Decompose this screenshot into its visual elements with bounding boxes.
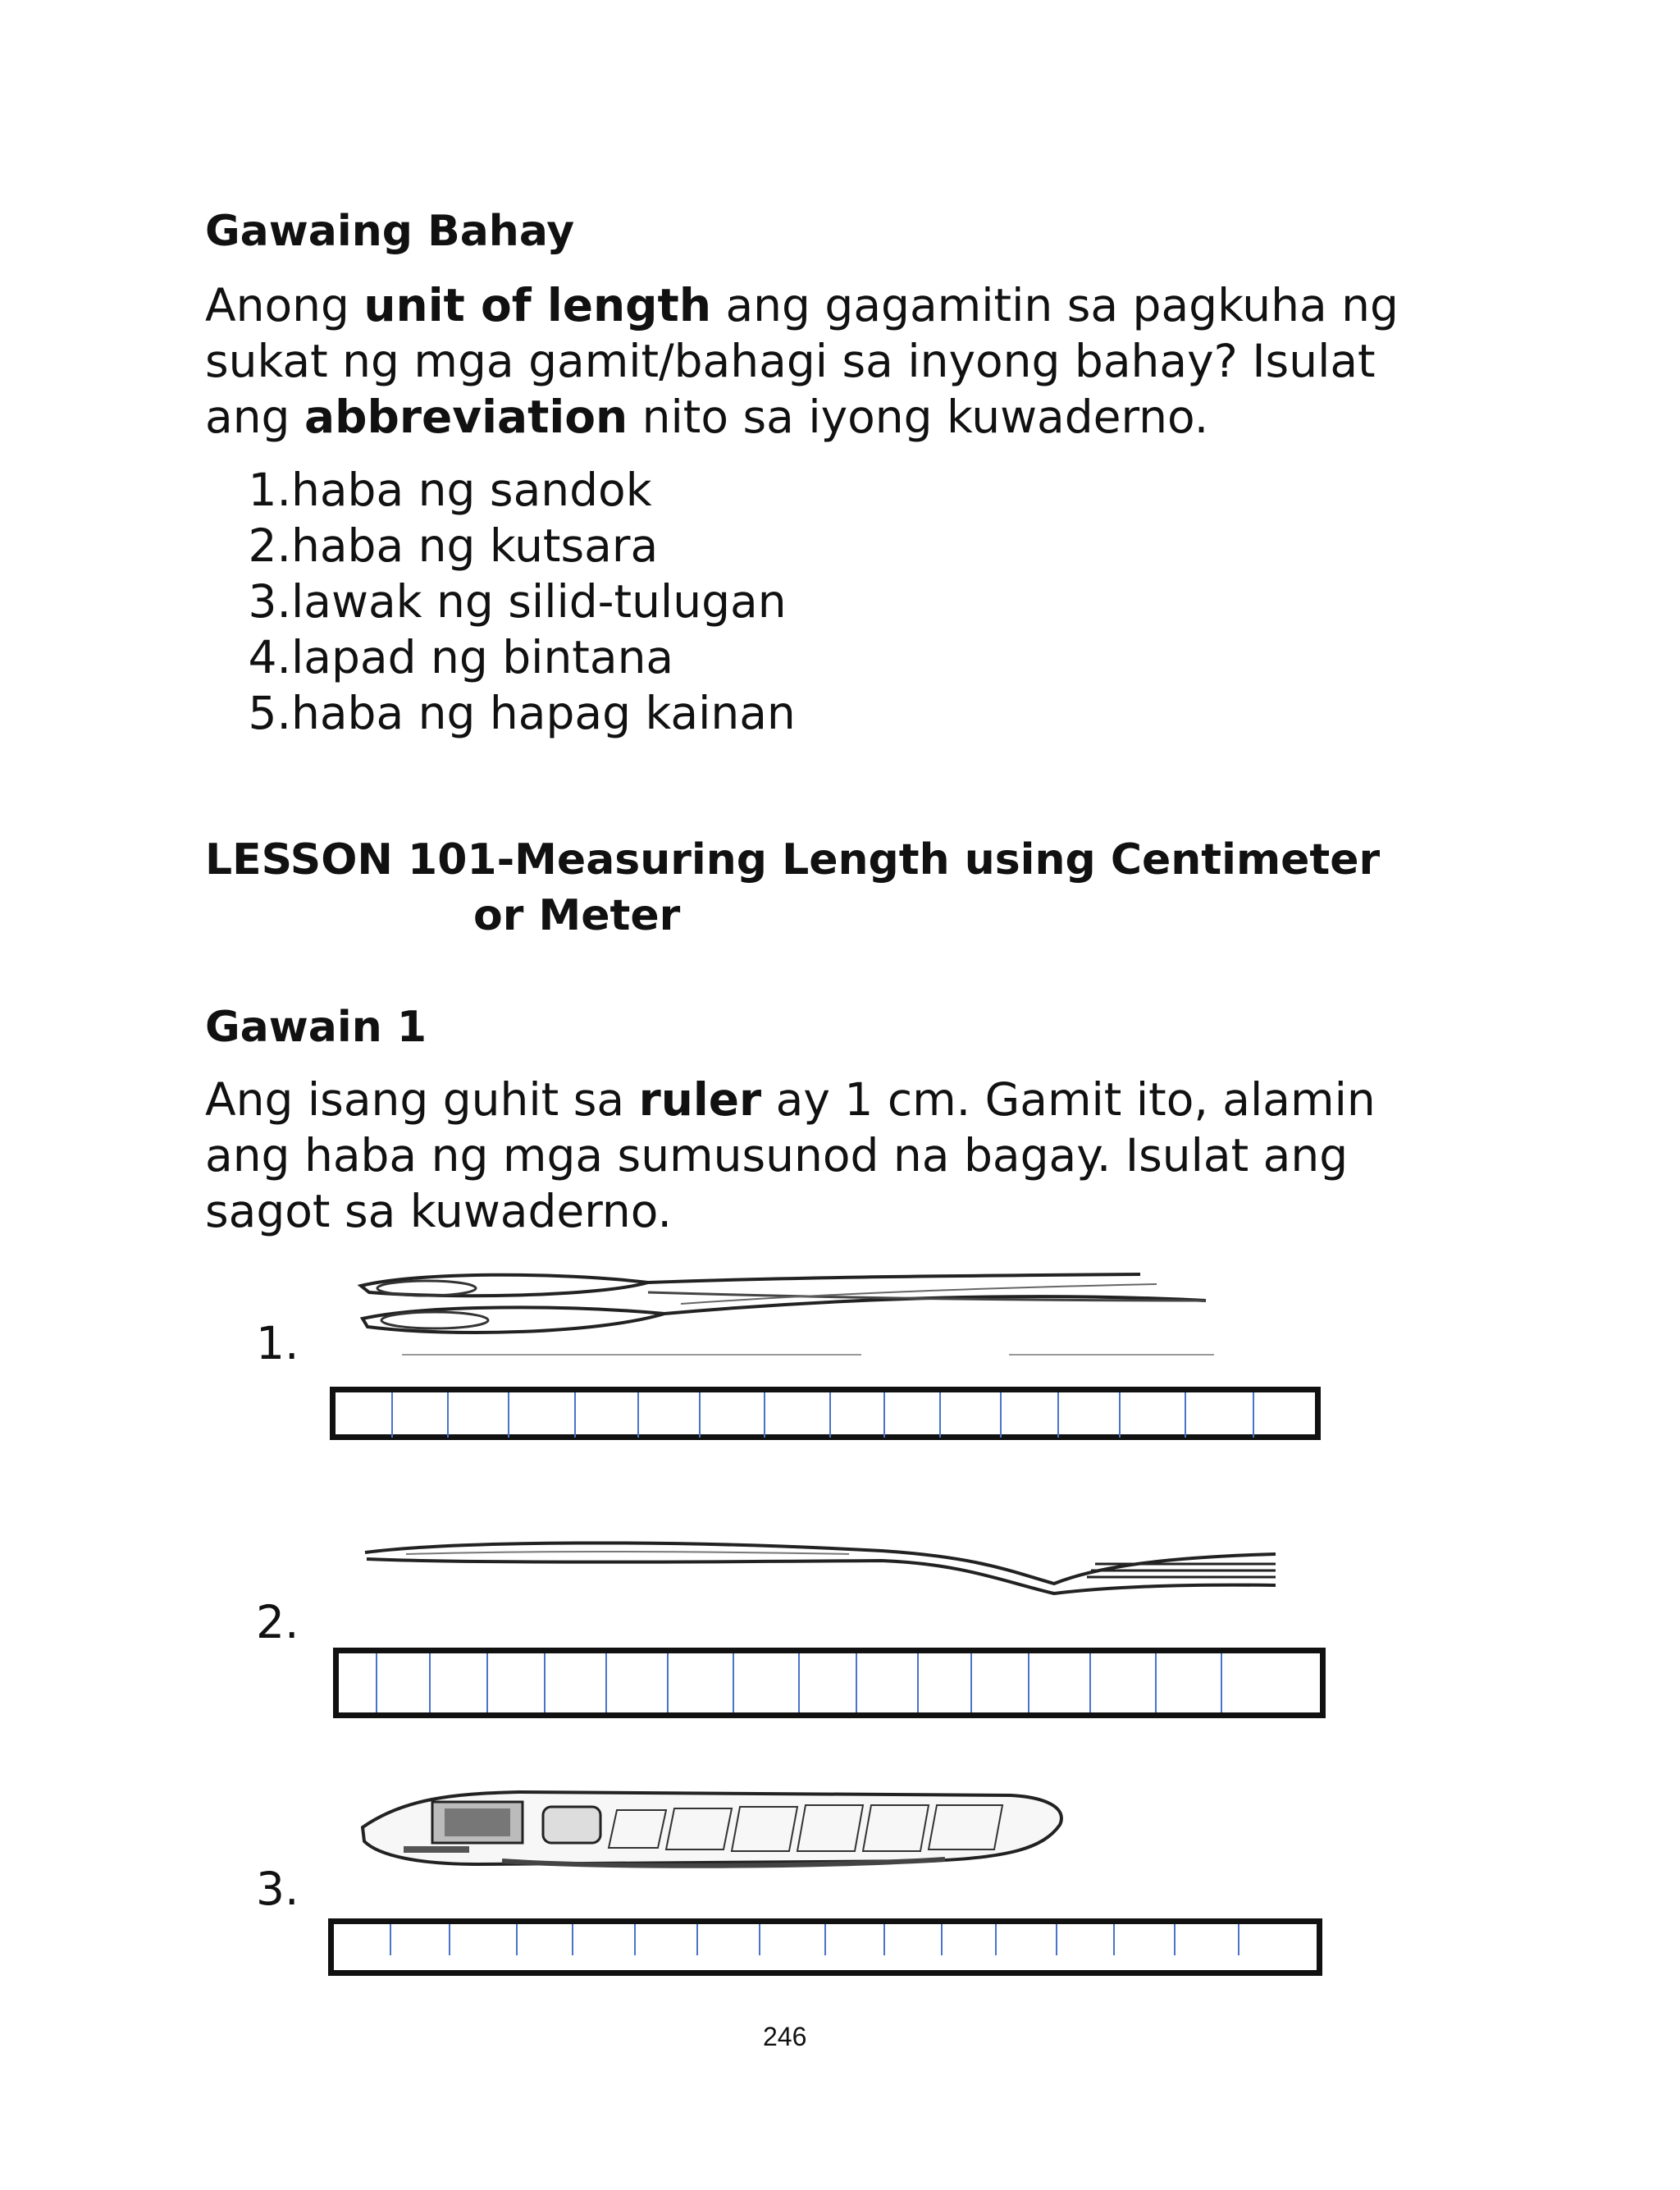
ruler	[330, 1387, 1321, 1440]
page-number: 246	[763, 2022, 807, 2051]
homework-question: Anong unit of length ang gagamitin sa pagkuha ng sukat ng mga gamit/bahagi sa inyong bahay? Isulat ang abbreviation nito sa iyong kuwaderno.	[205, 279, 1399, 443]
lesson-title-cont: or Meter	[473, 891, 681, 940]
ruler	[333, 1648, 1326, 1718]
cellphone-image	[354, 1782, 1076, 1872]
exercise-number: 3.	[256, 1863, 299, 1915]
lesson-title: LESSON 101-Measuring Length using Centimeter	[205, 835, 1381, 885]
activity-instructions: Ang isang guhit sa ruler ay 1 cm. Gamit ito, alamin ang haba ng mga sumusunod na bagay. Isulat ang sagot sa kuwaderno.	[205, 1073, 1376, 1237]
homework-title: Gawaing Bahay	[205, 207, 575, 256]
exercise-number: 1.	[256, 1317, 299, 1369]
scissors-image	[353, 1268, 1214, 1358]
ruler	[328, 1918, 1322, 1976]
fork-image	[357, 1518, 1308, 1616]
exercise-number: 2.	[256, 1596, 299, 1648]
activity-title: Gawain 1	[205, 1003, 427, 1052]
